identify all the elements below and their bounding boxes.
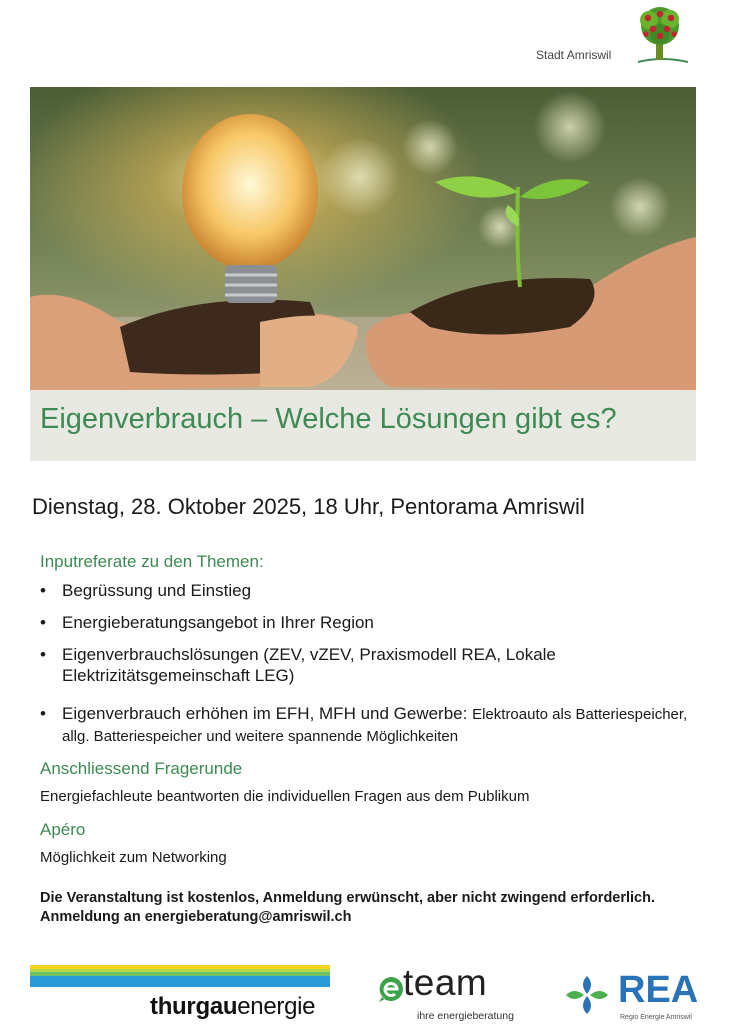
apero-heading: Apéro [40,820,86,839]
thurgau-word: thurgau [150,993,238,1020]
eteam-tagline: ihre energieberatung [417,1010,514,1022]
topic-main: Begrüssung und Einstieg [62,581,252,600]
eteam-bubble-icon [376,974,406,1004]
topic-item [40,580,690,601]
bullet-icon: • [40,581,46,600]
topic-item [40,612,690,633]
event-title: Eigenverbrauch – Welche Lösungen gibt es? [40,403,617,435]
bullet-icon: • [40,613,46,632]
fragerunde-text: Energiefachleute beantworten die individuellen Fragen aus dem Publikum [40,788,530,805]
topic-main: Eigenverbrauchslösungen (ZEV, vZEV, Praxismodell REA, Lokale Elektrizitätsgemeinschaft LEG) [62,645,556,685]
amriswil-tree-logo [628,4,692,68]
registration-notice: Die Veranstaltung ist kostenlos, Anmeldung erwünscht, aber nicht zwingend erforderlich. Anmeldung an energieberatung@amriswil.ch [40,890,656,925]
city-name: Stadt Amriswil [536,48,612,62]
event-date-line: Dienstag, 28. Oktober 2025, 18 Uhr, Pentorama Amriswil [32,494,585,519]
topic-item [40,644,690,686]
title-band [30,390,696,461]
rea-logo-text: REA [618,969,699,1011]
bullet-icon: • [40,645,46,664]
rea-subtitle: Regio Energie Amriswil [620,1014,692,1021]
topic-detail: Elektroauto als Batteriespeicher, allg. Batteriespeicher und weitere spannende Möglichkeiten [62,706,688,745]
apero-text: Möglichkeit zum Networking [40,849,227,866]
hero-image [30,87,696,461]
rea-logo-mark [562,972,612,1018]
topic-main: Energieberatungsangebot in Ihrer Region [62,613,374,632]
topic-item [40,703,690,747]
topics-heading: Inputreferate zu den Themen: [40,552,264,571]
fragerunde-heading: Anschliessend Fragerunde [40,759,243,778]
topic-main: Eigenverbrauch erhöhen im EFH, MFH und Gewerbe: [62,704,468,723]
thurgau-energie-logo [150,993,315,1021]
topics-list [40,580,690,747]
thurgau-energie-stripes [30,965,330,987]
bullet-icon: • [40,704,46,723]
eteam-logo-text: team [403,962,488,1003]
energie-word: energie [237,993,316,1020]
